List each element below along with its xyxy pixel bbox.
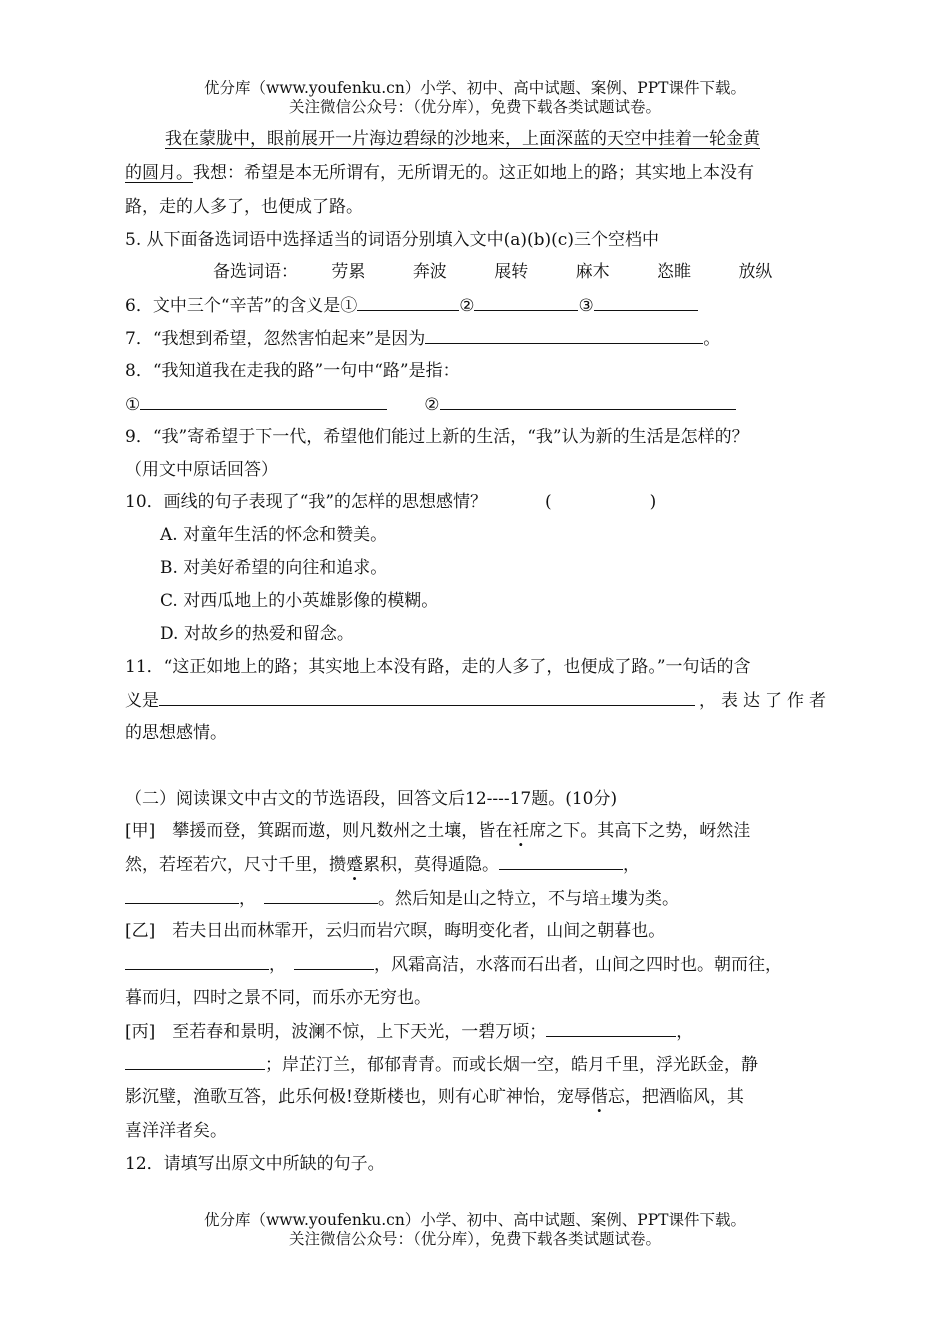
word-option: 展转	[494, 262, 529, 282]
header-line-2: 关注微信公众号：（优分库），免费下载各类试题试卷。	[288, 98, 661, 116]
passage-bing-line-3: 影沉璧，渔歌互答，此乐何极!登斯楼也，则有心旷神怡，宠辱偕忘，把酒临风，其	[125, 1087, 744, 1107]
answer-blank[interactable]	[357, 294, 459, 311]
answer-blank[interactable]	[159, 689, 695, 706]
passage-jia-line-3: ， 。然后知是山之特立，不与培土塿为类。	[125, 887, 837, 911]
passage-jia-line-1: [甲] 攀援而登，箕踞而遨，则凡数州之土壤，皆在衽席之下。其高下之势，岈然洼	[125, 821, 751, 841]
question-11-line-2: 义是 ，表达了作者	[125, 691, 831, 711]
answer-blank[interactable]	[474, 294, 578, 311]
option-b: B. 对美好希望的向往和追求。	[160, 558, 388, 578]
section-2-title: （二）阅读课文中古文的节选语段，回答文后12----17题。(10分)	[125, 789, 618, 809]
question-7: 7．“我想到希望，忽然害怕起来”是因为 。	[125, 329, 721, 349]
question-9-note: （用文中原话回答）	[125, 460, 278, 480]
passage-line-3: 路，走的人多了，也便成了路。	[125, 197, 363, 217]
answer-blank[interactable]	[264, 887, 378, 904]
answer-blank[interactable]	[125, 1053, 265, 1070]
answer-blank[interactable]	[125, 953, 269, 970]
answer-blank[interactable]	[546, 1020, 676, 1037]
header-line-1: 优分库（www.youfenku.cn）小学、初中、高中试题、案例、PPT课件下载。	[203, 79, 747, 97]
passage-bing-line-1: [丙] 至若春和景明，波澜不惊，上下天光，一碧万顷； ，	[125, 1022, 694, 1042]
word-option: 放纵	[738, 262, 773, 282]
option-d: D. 对故乡的热爱和留念。	[160, 624, 354, 644]
word-bank	[213, 261, 925, 283]
passage-bing-line-2: ；岸芷汀兰，郁郁青青。而或长烟一空，皓月千里，浮光跃金，静	[125, 1053, 837, 1076]
word-option: 劳累	[331, 262, 366, 282]
rare-char-radical: 土	[599, 893, 612, 907]
word-option: 恣睢	[657, 262, 692, 282]
question-9: 9．“我”寄希望于下一代，希望他们能过上新的生活，“我”认为新的生活是怎样的？	[125, 427, 749, 447]
question-11: 11．“这正如地上的路；其实地上本没有路，走的人多了，也便成了路。”一句话的含	[125, 657, 751, 677]
word-bank-label: 备选词语：	[213, 262, 298, 282]
passage-yi-line-1: [乙] 若夫日出而林霏开，云归而岩穴暝，晦明变化者，山间之朝暮也。	[125, 921, 666, 941]
footer-line-1: 优分库（www.youfenku.cn）小学、初中、高中试题、案例、PPT课件下载。	[203, 1211, 747, 1229]
word-option: 麻木	[575, 262, 610, 282]
question-12: 12．请填写出原文中所缺的句子。	[125, 1154, 385, 1174]
passage-bing-line-4: 喜洋洋者矣。	[125, 1121, 227, 1141]
passage-yi-line-2: ， ，风霜高洁，水落而石出者，山间之四时也。朝而往，	[125, 953, 837, 976]
question-8: 8．“我知道我在走我的路”一句中“路”是指：	[125, 361, 460, 381]
passage-yi-line-3: 暮而归，四时之景不同，而乐亦无穷也。	[125, 988, 431, 1008]
word-option: 奔波	[412, 262, 447, 282]
passage-jia-line-2: 然，若垤若穴，尺寸千里，攒蹙累积，莫得遁隐。 ，	[125, 855, 640, 875]
passage-line-2: 的圆月。我想：希望是本无所谓有，无所谓无的。这正如地上的路；其实地上本没有	[125, 163, 754, 183]
option-c: C. 对西瓜地上的小英雄影像的模糊。	[160, 591, 439, 611]
question-5: 5. 从下面备选词语中选择适当的词语分别填入文中(a)(b)(c)三个空档中	[125, 230, 659, 250]
emphasis-char: 蹙	[346, 855, 363, 875]
answer-blank[interactable]	[499, 853, 623, 870]
emphasis-char: 衽	[512, 821, 530, 841]
question-10: 10．画线的句子表现了“我”的怎样的思想感情？ ( )	[125, 492, 657, 512]
question-6: 6．文中三个“辛苦”的含义是① ② ③	[125, 294, 837, 317]
passage-line-1	[165, 128, 837, 150]
option-a: A. 对童年生活的怀念和赞美。	[160, 525, 388, 545]
answer-blank[interactable]	[294, 953, 374, 970]
answer-blank[interactable]	[440, 393, 736, 410]
answer-blank[interactable]	[140, 393, 387, 410]
emphasis-char: 偕	[590, 1087, 608, 1107]
question-11-line-3: 的思想感情。	[125, 723, 227, 743]
underlined-sentence-end: 的圆月。	[125, 163, 193, 183]
underlined-sentence: 我在蒙胧中，眼前展开一片海边碧绿的沙地来，上面深蓝的天空中挂着一轮金黄	[165, 129, 760, 149]
answer-blank[interactable]	[594, 294, 698, 311]
question-8-answers: ① ②	[125, 393, 837, 416]
footer-line-2: 关注微信公众号：（优分库），免费下载各类试题试卷。	[288, 1230, 661, 1248]
answer-blank[interactable]	[125, 887, 239, 904]
answer-blank[interactable]	[425, 327, 703, 344]
